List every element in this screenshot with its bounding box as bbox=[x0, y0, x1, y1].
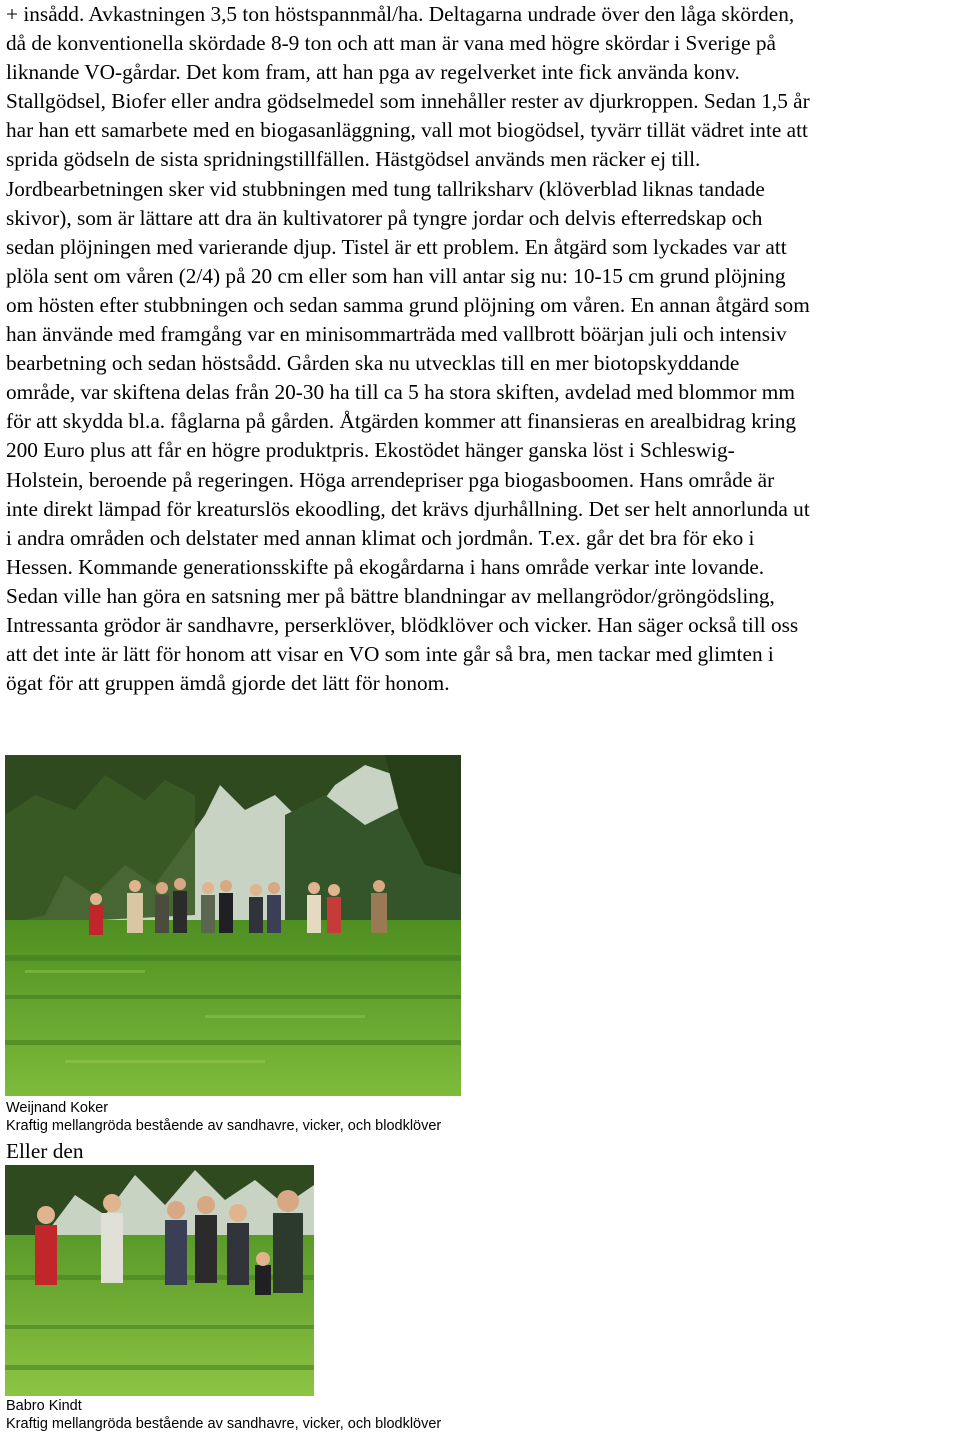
section-subheading: Eller den bbox=[6, 1139, 84, 1163]
text-line: för att skydda bl.a. fåglarna på gården. Åtgärden kommer att finansieras en arealbidrag kring bbox=[6, 409, 797, 434]
text-line: Holstein, beroende på regeringen. Höga arrendepriser pga biogasboomen. Hans område är bbox=[6, 467, 775, 492]
text-line: i andra områden och delstater med annan klimat och jordmån. T.ex. går det bra för eko i bbox=[6, 525, 755, 550]
text-line: då de konventionella skördade 8-9 ton och att man är vana med högre skördar i Sverige på bbox=[6, 31, 776, 56]
text-line: 200 Euro plus att får en högre produktpris. Ekostödet hänger ganska löst i Schleswig- bbox=[6, 438, 735, 463]
body-paragraph bbox=[6, 0, 960, 698]
text-line: bearbetning och sedan höstsådd. Gården ska nu utvecklas till en mer biotopskyddande bbox=[6, 351, 740, 376]
text-line: att det inte är lätt för honom att visar en VO som inte går så bra, men tackar med glimten i bbox=[6, 642, 774, 667]
field-photo-2 bbox=[5, 1165, 314, 1396]
photo-caption-2: Kraftig mellangröda bestående av sandhavre, vicker, och blodklöver bbox=[6, 1416, 442, 1432]
photo-credit-1: Weijnand Koker bbox=[6, 1100, 109, 1116]
text-line: om hösten efter stubbningen och sedan samma grund plöjning om våren. En annan åtgärd som bbox=[6, 292, 810, 317]
text-line: liknande VO-gårdar. Det kom fram, att han pga av regelverket inte fick använda konv. bbox=[6, 60, 740, 85]
photo-credit-2: Babro Kindt bbox=[6, 1398, 82, 1414]
text-line: + insådd. Avkastningen 3,5 ton höstspannmål/ha. Deltagarna undrade över den låga skörden, bbox=[6, 2, 795, 26]
text-line: skivor), som är lättare att dra än kultivatorer på tyngre jordar och delvis efterredskap och bbox=[6, 205, 763, 230]
text-line: Intressanta grödor är sandhavre, perserklöver, blödklöver och vicker. Han säger också till oss bbox=[6, 612, 799, 637]
text-line: inte direkt lämpad för kreaturslös ekoodling, det krävs djurhållning. Det ser helt annorlunda ut bbox=[6, 496, 810, 521]
text-line: område, var skiftena delas från 20-30 ha till ca 5 ha stora skiften, avdelad med blommor mm bbox=[6, 380, 795, 405]
text-line: sedan plöjningen med varierande djup. Tistel är ett problem. En åtgärd som lyckades var att bbox=[6, 234, 787, 259]
text-line: Hessen. Kommande generationsskifte på ekogårdarna i hans område verkar inte lovande. bbox=[6, 554, 765, 579]
text-line: Stallgödsel, Biofer eller andra gödselmedel som innehåller rester av djurkroppen. Sedan 1,5 år bbox=[6, 89, 810, 114]
text-line: ögat för att gruppen ämdå gjorde det lätt för honom. bbox=[6, 671, 450, 696]
text-line: plöla sent om våren (2/4) på 20 cm eller som han vill antar sig nu: 10-15 cm grund plöjning bbox=[6, 263, 786, 288]
text-line: sprida gödseln de sista spridningstillfällen. Hästgödsel används men räcker ej till. bbox=[6, 147, 701, 172]
text-line: har han ett samarbete med en biogasanläggning, vall mot biogödsel, tyvärr tillät vädret inte att bbox=[6, 118, 808, 143]
text-line: Sedan ville han göra en satsning mer på bättre blandningar av mellangrödor/gröngödsling, bbox=[6, 583, 775, 608]
text-line: han änvände med framgång var en minisommarträda med vallbrott böärjan juli och intensiv bbox=[6, 322, 787, 347]
text-line: Jordbearbetningen sker vid stubbningen med tung tallriksharv (klöverblad liknas tandade bbox=[6, 176, 765, 201]
field-photo-1 bbox=[5, 755, 461, 1096]
photo-caption-1: Kraftig mellangröda bestående av sandhavre, vicker, och blodklöver bbox=[6, 1118, 442, 1134]
